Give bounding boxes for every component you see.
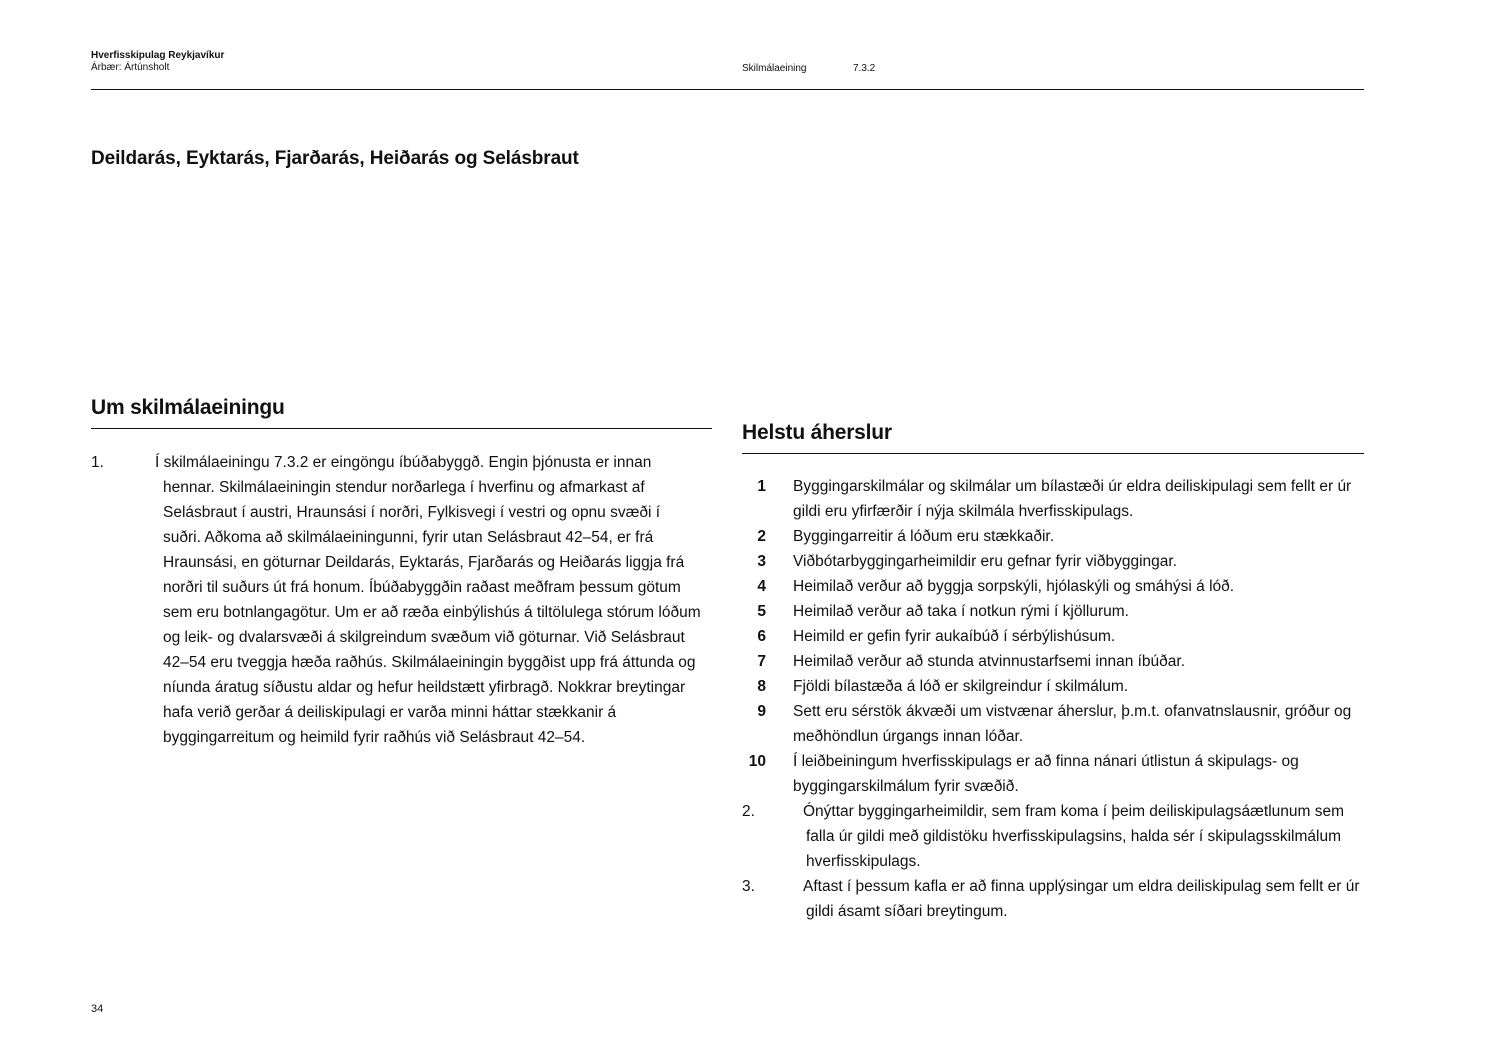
emphasis-item	[742, 749, 1367, 799]
page-title: Deildarás, Eyktarás, Fjarðarás, Heiðarás og Selásbraut	[91, 148, 579, 169]
page-number: 34	[91, 1003, 104, 1015]
emphasis-text: Heimilað verður að stunda atvinnustarfsemi innan íbúðar.	[793, 653, 1186, 670]
section-divider	[742, 453, 1364, 454]
section-label: Skilmálaeining	[742, 63, 807, 74]
emphasis-number: 6	[757, 628, 766, 645]
emphasis-number: 9	[757, 703, 766, 720]
emphasis-text: Heimilað verður að taka í notkun rými í kjöllurum.	[793, 603, 1129, 620]
emphasis-number: 7	[757, 653, 766, 670]
header-divider	[91, 89, 1364, 90]
emphasis-number: 3	[757, 553, 766, 570]
emphasis-number: 5	[757, 603, 766, 620]
emphasis-item	[742, 649, 1367, 674]
emphasis-item	[742, 549, 1367, 574]
right-numbered-list	[742, 474, 1367, 924]
emphasis-text: Í leiðbeiningum hverfisskipulags er að finna nánari útlistun á skipulags- og byggingarskilmálum fyrir svæðið.	[793, 753, 1299, 795]
section-number: 7.3.2	[853, 63, 876, 74]
list-item-text: Í skilmálaeiningu 7.3.2 er eingöngu íbúðabyggð. Engin þjónusta er innan hennar. Skilmálaeiningin stendur norðarlega í hverfinu og afmarkast af Selásbraut í austri, Hraunsási í norðri, Fylkisvegi í vestri og opnu svæði í suðri. Aðkoma að skilmálaeiningunni, fyrir utan Selásbraut 42–54, er frá Hraunsási, en göturnar Deildarás, Eyktarás, Fjarðarás og Heiðarás liggja frá norðri til suðurs út frá honum. Íbúðabyggðin raðast meðfram þessum götum sem eru botnlangagötur. Um er að ræða einbýlishús á tiltölulega stórum lóðum og leik- og dvalarsvæði á skilgreindum svæðum við göturnar. Við Selásbraut 42–54 eru tveggja hæða raðhús. Skilmálaeiningin byggðist upp frá áttunda og níunda áratug síðustu aldar og hefur heildstætt yfirbragð. Nokkrar breytingar hafa verið gerðar á deiliskipulagi er varða minni háttar stækkanir á byggingarreitum og heimild fyrir raðhús við Selásbraut 42–54.	[155, 454, 701, 746]
list-item-text: Aftast í þessum kafla er að finna upplýsingar um eldra deiliskipulag sem fellt er úr gildi ásamt síðari breytingum.	[803, 878, 1360, 920]
emphasis-text: Fjöldi bílastæða á lóð er skilgreindur í skilmálum.	[793, 678, 1129, 695]
emphasis-text: Heimilað verður að byggja sorpskýli, hjólaskýli og smáhýsi á lóð.	[793, 578, 1235, 595]
list-item	[91, 450, 701, 750]
document-subtitle: Árbær: Ártúnsholt	[91, 62, 170, 73]
emphasis-number: 2	[757, 528, 766, 545]
emphasis-number: 10	[748, 753, 766, 770]
section-divider	[91, 428, 712, 429]
list-item-number: 1.	[91, 454, 104, 471]
emphasis-item	[742, 599, 1367, 624]
emphasis-item	[742, 524, 1367, 549]
document-title: Hverfisskipulag Reykjavíkur	[91, 50, 225, 61]
emphasis-item	[742, 699, 1367, 749]
list-item-number: 3.	[742, 878, 755, 895]
section-title-helstu-aherslur: Helstu áherslur	[742, 421, 892, 444]
list-item-number: 2.	[742, 803, 755, 820]
list-item	[742, 799, 1367, 874]
emphasis-item	[742, 574, 1367, 599]
emphasis-text: Byggingarskilmálar og skilmálar um bílastæði úr eldra deiliskipulagi sem fellt er úr gildi eru yfirfærðir í nýja skilmála hverfisskipulags.	[793, 478, 1352, 520]
emphasis-number: 8	[757, 678, 766, 695]
emphasis-text: Heimild er gefin fyrir aukaíbúð í sérbýlishúsum.	[793, 628, 1116, 645]
header-left	[91, 50, 224, 74]
emphasis-text: Viðbótarbyggingarheimildir eru gefnar fyrir viðbyggingar.	[793, 553, 1177, 570]
list-item	[742, 874, 1367, 924]
emphasis-item	[742, 674, 1367, 699]
emphasis-text: Sett eru sérstök ákvæði um vistvænar áherslur, þ.m.t. ofanvatnslausnir, gróður og meðhöndlun úrgangs innan lóðar.	[793, 703, 1352, 745]
emphasis-item	[742, 624, 1367, 649]
emphasis-number: 1	[757, 478, 766, 495]
emphasis-item	[742, 474, 1367, 524]
emphasis-text: Byggingarreitir á lóðum eru stækkaðir.	[793, 528, 1055, 545]
left-numbered-list	[91, 450, 701, 750]
section-title-um-skilmalaeiningu: Um skilmálaeiningu	[91, 396, 285, 419]
emphasis-number: 4	[757, 578, 766, 595]
list-item-text: Ónýttar byggingarheimildir, sem fram koma í þeim deiliskipulagsáætlunum sem falla úr gildi með gildistöku hverfisskipulagsins, halda sér í skipulagsskilmálum hverfisskipulags.	[803, 803, 1344, 870]
